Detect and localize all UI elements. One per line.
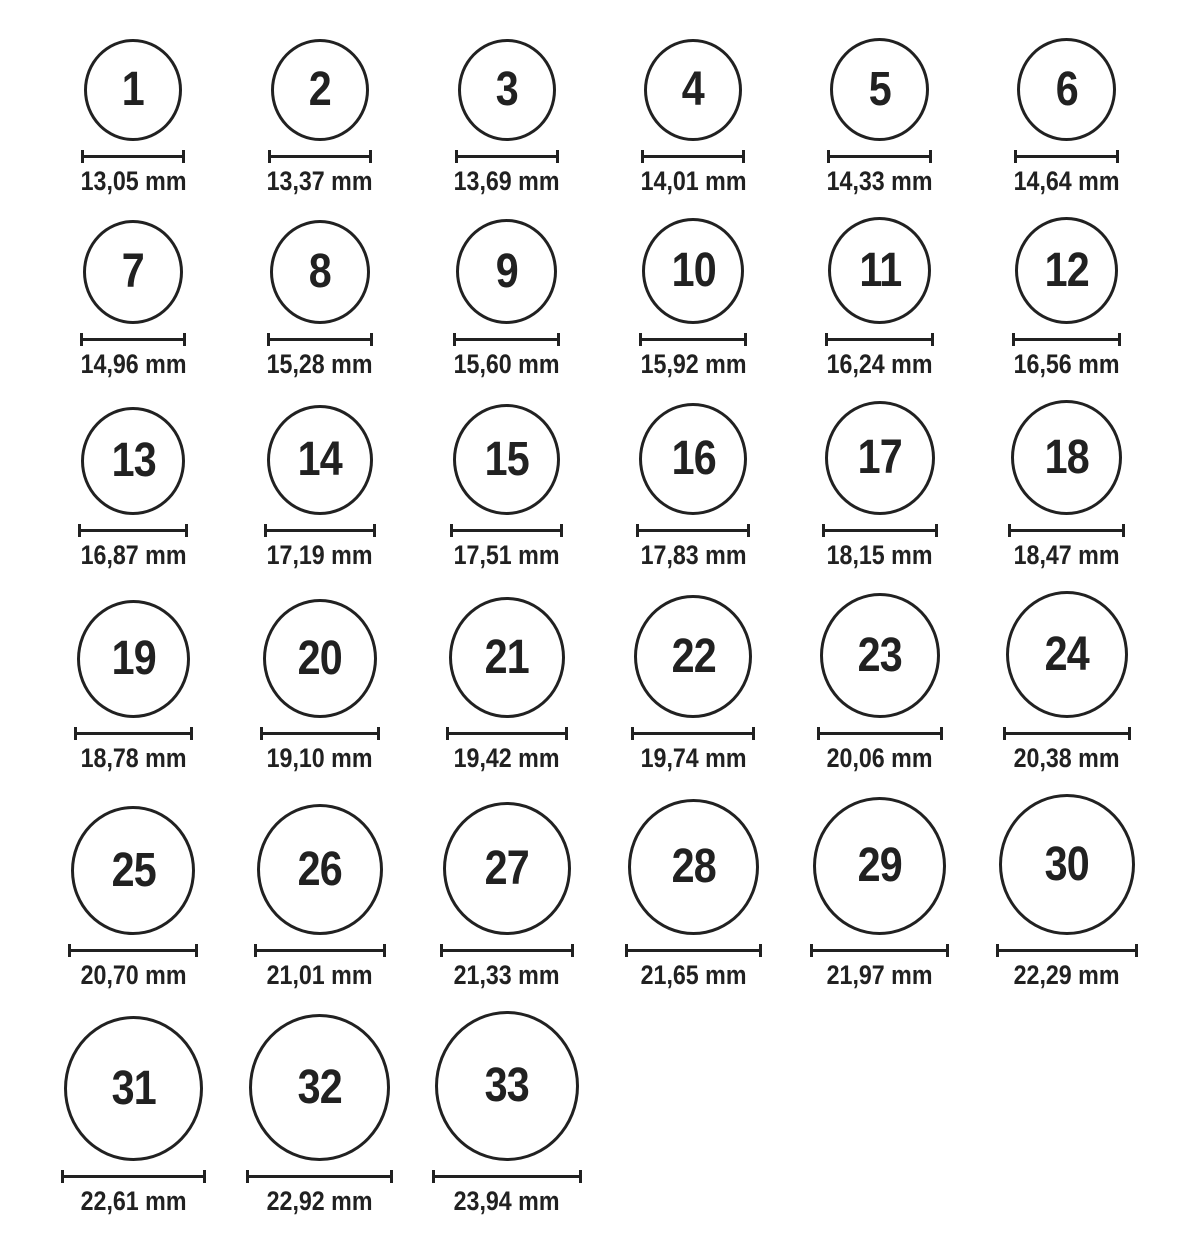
diameter-ruler [641,150,745,163]
diameter-label: 23,94 mm [453,1186,560,1217]
ring-circle [820,593,940,718]
diameter-label: 17,83 mm [640,540,747,571]
ruler-tick-left-icon [641,150,644,163]
diameter-label: 14,64 mm [1013,166,1120,196]
ring-size-number: 6 [1055,62,1078,116]
diameter-ruler [81,150,185,163]
ruler-tick-left-icon [996,944,999,957]
ring-size-cell [72,407,195,571]
ruler-tick-left-icon [822,524,825,537]
ring-size-cell [625,799,762,991]
ring-size-number: 16 [671,432,716,486]
diameter-label: 13,05 mm [80,166,187,196]
ruler-tick-right-icon [747,524,750,537]
ruler-tick-left-icon [625,944,628,957]
ring-circle [825,401,935,515]
diameter-label: 16,24 mm [827,349,933,380]
ring-circle [813,797,946,935]
diameter-label: 19,74 mm [640,743,747,774]
ring-size-number: 25 [111,843,156,897]
diameter-label: 13,69 mm [453,166,560,196]
ring-size-number: 14 [297,433,343,487]
diameter-ruler [827,150,932,163]
diameter-ruler [453,333,560,346]
diameter-label: 22,29 mm [1013,960,1120,991]
diameter-label: 21,01 mm [267,960,373,991]
ring-size-number: 27 [484,841,529,895]
ring-size-cell [445,597,568,774]
ring-size-number: 7 [122,245,145,299]
ring-size-number: 26 [297,842,343,896]
diameter-ruler [268,150,372,163]
ring-circle [1006,591,1128,718]
diameter-ruler [80,333,186,346]
ruler-tick-right-icon [744,333,747,346]
ring-size-number: 12 [1044,243,1089,297]
diameter-ruler [631,727,755,740]
diameter-ruler [625,944,762,957]
ruler-tick-right-icon [182,150,185,163]
ruler-tick-left-icon [450,524,453,537]
ruler-tick-right-icon [1116,150,1119,163]
ruler-tick-right-icon [556,150,559,163]
ruler-tick-left-icon [268,150,271,163]
ruler-tick-right-icon [369,150,372,163]
diameter-ruler [267,333,373,346]
ring-circle [249,1014,390,1161]
diameter-ruler [1008,524,1125,537]
ruler-tick-right-icon [370,333,373,346]
ring-size-number: 31 [111,1061,156,1115]
ruler-tick-left-icon [74,727,77,740]
ring-circle [449,597,565,718]
ruler-tick-left-icon [68,944,71,957]
ring-size-cell [258,599,381,774]
ring-size-cell [72,220,195,380]
diameter-ruler [74,727,193,740]
diameter-label: 21,65 mm [640,960,747,991]
ruler-tick-right-icon [935,524,938,537]
ring-circle [83,220,183,324]
diameter-label: 13,37 mm [267,166,373,196]
ring-circle [77,600,190,718]
ring-circle [458,39,556,141]
ring-size-cell [72,600,195,774]
ruler-tick-left-icon [254,944,257,957]
ruler-tick-left-icon [455,150,458,163]
ruler-tick-right-icon [940,727,943,740]
ring-size-cell [632,218,755,380]
ring-circle [634,595,752,718]
diameter-ruler [61,1170,206,1183]
diameter-ruler [822,524,938,537]
ring-size-cell [1005,400,1128,571]
ruler-tick-left-icon [78,524,81,537]
ruler-tick-left-icon [81,150,84,163]
ring-size-number: 4 [682,63,705,116]
ring-circle [81,407,185,515]
diameter-label: 15,28 mm [267,349,373,380]
diameter-ruler [78,524,188,537]
ruler-tick-left-icon [267,333,270,346]
ruler-tick-right-icon [183,333,186,346]
diameter-ruler [432,1170,582,1183]
ruler-tick-left-icon [636,524,639,537]
ring-size-number: 13 [111,434,156,488]
ring-size-number: 18 [1044,430,1089,484]
ruler-tick-right-icon [195,944,198,957]
ruler-tick-right-icon [383,944,386,957]
ring-circle [271,39,369,141]
ring-circle [644,39,742,141]
ring-circle [828,217,931,324]
ring-circle [642,218,744,324]
diameter-label: 18,15 mm [827,540,933,571]
diameter-label: 22,61 mm [80,1186,187,1217]
ring-circle [456,219,557,324]
ring-size-number: 22 [671,629,716,683]
diameter-ruler [1012,333,1121,346]
ruler-tick-right-icon [946,944,949,957]
ring-circle [639,403,747,515]
ruler-tick-right-icon [190,727,193,740]
ring-size-number: 20 [297,631,343,685]
diameter-ruler [68,944,198,957]
ruler-tick-right-icon [931,333,934,346]
ruler-tick-right-icon [1118,333,1121,346]
ruler-tick-left-icon [827,150,830,163]
ruler-tick-left-icon [1008,524,1011,537]
diameter-label: 20,06 mm [827,743,933,774]
ruler-tick-right-icon [373,524,376,537]
ring-size-cell [445,404,568,571]
ring-size-cell [440,802,574,991]
ring-size-number: 28 [671,840,716,894]
ring-circle [999,794,1135,935]
ruler-tick-left-icon [631,727,634,740]
ruler-tick-left-icon [61,1170,64,1183]
ruler-tick-left-icon [1012,333,1015,346]
ring-circle [257,804,383,935]
diameter-ruler [254,944,386,957]
ring-circle [443,802,571,935]
ring-size-cell [818,217,941,380]
diameter-ruler [810,944,949,957]
ruler-tick-right-icon [560,524,563,537]
ruler-tick-right-icon [579,1170,582,1183]
ring-size-cell [632,39,755,197]
diameter-label: 16,87 mm [80,540,187,571]
diameter-label: 19,42 mm [453,743,560,774]
ruler-tick-right-icon [571,944,574,957]
ruler-tick-right-icon [185,524,188,537]
ruler-tick-right-icon [203,1170,206,1183]
ring-size-number: 19 [111,632,156,686]
ring-size-number: 30 [1044,837,1089,891]
diameter-ruler [455,150,559,163]
ring-size-number: 1 [122,63,145,116]
ring-circle [64,1016,203,1161]
ruler-tick-right-icon [759,944,762,957]
diameter-label: 20,38 mm [1013,743,1120,774]
diameter-ruler [446,727,568,740]
ring-circle [628,799,759,935]
ring-size-cell [254,804,386,991]
diameter-label: 14,96 mm [80,349,187,380]
ruler-tick-right-icon [742,150,745,163]
ruler-tick-left-icon [432,1170,435,1183]
diameter-ruler [996,944,1138,957]
ruler-tick-right-icon [929,150,932,163]
ring-size-cell [818,38,941,197]
ring-circle [1011,400,1122,515]
ring-circle [71,806,195,935]
ring-size-cell [68,806,198,991]
ring-circle [267,405,373,515]
diameter-label: 18,78 mm [80,743,187,774]
ruler-tick-right-icon [1122,524,1125,537]
ruler-tick-right-icon [752,727,755,740]
diameter-ruler [636,524,750,537]
diameter-label: 17,51 mm [453,540,560,571]
ruler-tick-left-icon [260,727,263,740]
ruler-tick-left-icon [1003,727,1006,740]
ring-circle [435,1011,579,1161]
ruler-tick-left-icon [440,944,443,957]
ring-size-cell [61,1016,206,1217]
diameter-label: 21,33 mm [453,960,560,991]
ruler-tick-left-icon [1014,150,1017,163]
ring-size-cell [246,1014,393,1217]
ring-size-cell [445,219,568,380]
ring-size-number: 9 [495,244,518,298]
ring-size-cell [1005,217,1128,380]
diameter-ruler [817,727,943,740]
ruler-tick-left-icon [825,333,828,346]
ring-size-cell [1003,591,1131,774]
diameter-label: 18,47 mm [1013,540,1120,571]
ring-size-number: 2 [308,63,332,116]
diameter-ruler [825,333,934,346]
ruler-tick-left-icon [446,727,449,740]
ruler-tick-right-icon [390,1170,393,1183]
ring-size-number: 17 [857,431,903,485]
ruler-tick-right-icon [1128,727,1131,740]
diameter-ruler [264,524,376,537]
ring-size-number: 23 [857,628,903,682]
ruler-tick-left-icon [810,944,813,957]
ring-size-number: 15 [484,432,529,486]
ring-circle [1017,38,1116,141]
diameter-ruler [246,1170,393,1183]
ring-circle [1015,217,1118,324]
ruler-tick-right-icon [565,727,568,740]
ruler-tick-right-icon [377,727,380,740]
ring-size-number: 29 [857,839,903,893]
ring-size-cell [72,39,195,197]
diameter-label: 16,56 mm [1013,349,1120,380]
diameter-ruler [450,524,563,537]
ring-size-number: 5 [868,62,892,116]
diameter-ruler [1014,150,1119,163]
diameter-label: 17,19 mm [267,540,373,571]
diameter-label: 14,01 mm [640,166,747,196]
diameter-label: 20,70 mm [80,960,187,991]
ring-size-cell [258,405,381,571]
diameter-ruler [639,333,747,346]
ring-size-number: 3 [495,63,518,116]
ring-size-cell [996,794,1138,991]
diameter-label: 21,97 mm [827,960,933,991]
diameter-ruler [260,727,380,740]
ring-size-cell [258,220,381,380]
diameter-label: 22,92 mm [267,1186,373,1217]
ring-size-cell [810,797,949,991]
ring-size-cell [631,595,755,774]
diameter-ruler [1003,727,1131,740]
ring-size-cell [632,403,755,571]
ring-circle [84,39,182,141]
ring-size-number: 32 [297,1060,343,1114]
ruler-tick-left-icon [453,333,456,346]
ruler-tick-right-icon [1135,944,1138,957]
ring-circle [830,38,929,141]
ruler-tick-left-icon [246,1170,249,1183]
ring-size-cell [445,39,568,197]
ring-circle [263,599,377,718]
diameter-ruler [440,944,574,957]
diameter-label: 19,10 mm [267,743,373,774]
ring-size-number: 8 [308,245,332,299]
ring-size-number: 21 [484,630,529,684]
ruler-tick-right-icon [557,333,560,346]
ring-circle [453,404,560,515]
ring-size-number: 33 [484,1059,529,1113]
ring-size-number: 10 [671,244,716,298]
ring-size-cell [818,401,941,571]
ruler-tick-left-icon [80,333,83,346]
ruler-tick-left-icon [817,727,820,740]
diameter-label: 15,60 mm [453,349,560,380]
ring-size-cell [432,1011,582,1217]
ruler-tick-left-icon [264,524,267,537]
ruler-tick-left-icon [639,333,642,346]
ring-size-cell [1005,38,1128,197]
diameter-label: 14,33 mm [827,166,933,196]
ring-size-number: 11 [859,243,901,297]
ring-size-cell [817,593,943,774]
diameter-label: 15,92 mm [640,349,747,380]
ring-size-cell [258,39,381,197]
ring-circle [270,220,370,324]
ring-size-number: 24 [1044,627,1089,681]
